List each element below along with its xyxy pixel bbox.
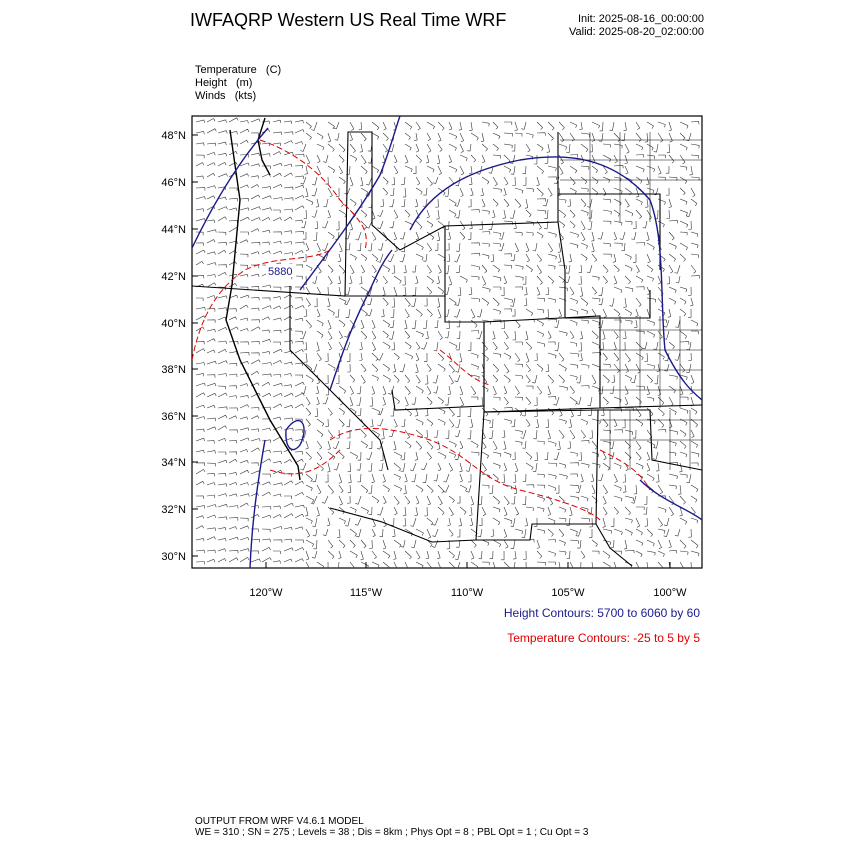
lat-label: 32°N bbox=[161, 504, 186, 516]
model-info-line2: WE = 310 ; SN = 275 ; Levels = 38 ; Dis = 8km ; Phys Opt = 8 ; PBL Opt = 1 ; Cu Opt = 3 bbox=[195, 827, 589, 838]
lon-label: 115°W bbox=[349, 587, 383, 599]
lat-label: 30°N bbox=[161, 551, 186, 563]
lat-label: 48°N bbox=[161, 130, 186, 142]
lon-label: 110°W bbox=[450, 587, 484, 599]
lat-label: 44°N bbox=[161, 224, 186, 236]
lat-label: 46°N bbox=[161, 177, 186, 189]
lat-label: 40°N bbox=[161, 318, 186, 330]
height-contour-label: 5880 bbox=[268, 266, 293, 278]
latitude-labels bbox=[161, 130, 186, 563]
temperature-contour-note: Temperature Contours: -25 to 5 by 5 bbox=[507, 631, 700, 645]
variable-temperature: Temperature (C) bbox=[195, 64, 282, 76]
init-time: Init: 2025-08-16_00:00:00 bbox=[578, 13, 704, 25]
lat-label: 42°N bbox=[161, 271, 186, 283]
lat-label: 36°N bbox=[161, 411, 186, 423]
longitude-labels bbox=[249, 587, 687, 599]
lon-label: 120°W bbox=[249, 587, 283, 599]
lon-label: 100°W bbox=[653, 587, 687, 599]
lat-label: 34°N bbox=[161, 457, 186, 469]
height-contour-note: Height Contours: 5700 to 6060 by 60 bbox=[503, 606, 700, 620]
map-title: IWFAQRP Western US Real Time WRF bbox=[190, 10, 507, 30]
variable-height: Height (m) bbox=[195, 77, 253, 89]
lat-label: 38°N bbox=[161, 364, 186, 376]
map-frame bbox=[192, 116, 702, 568]
valid-time: Valid: 2025-08-20_02:00:00 bbox=[569, 26, 704, 38]
variable-winds: Winds (kts) bbox=[195, 90, 257, 102]
lon-label: 105°W bbox=[551, 587, 585, 599]
model-info-line1: OUTPUT FROM WRF V4.6.1 MODEL bbox=[195, 816, 364, 827]
model-info bbox=[195, 816, 588, 838]
